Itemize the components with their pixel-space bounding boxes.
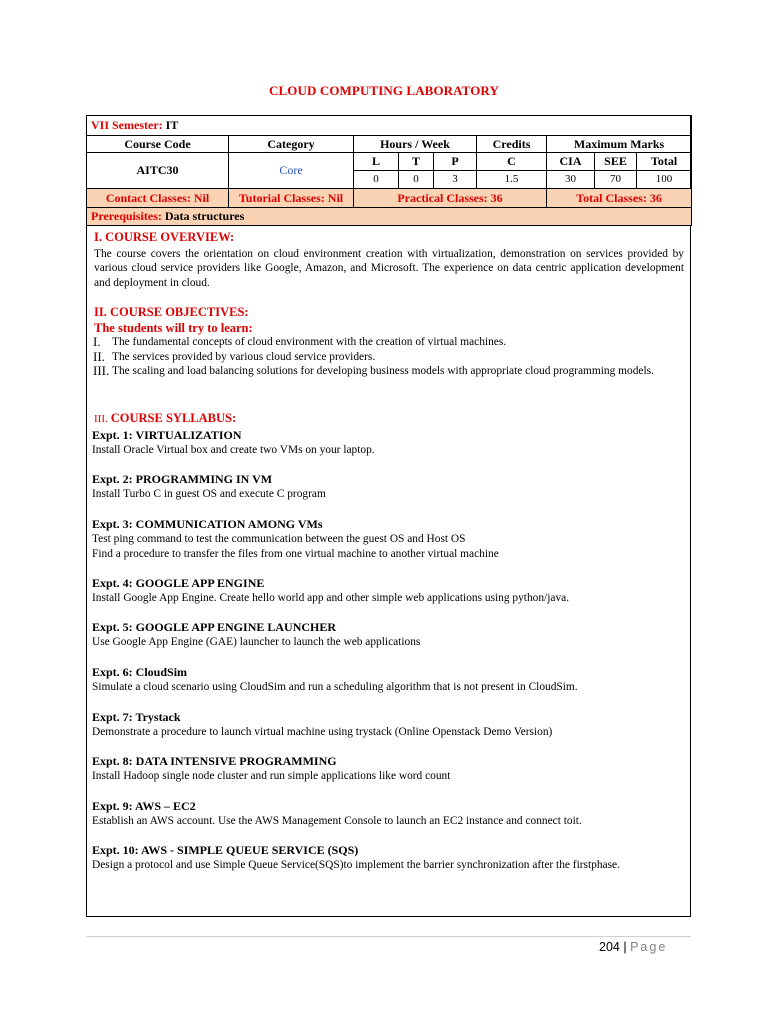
value-t: 0 — [399, 171, 434, 189]
contact-classes: Contact Classes: Nil — [87, 189, 229, 208]
experiment-desc: Use Google App Engine (GAE) launcher to launch the web applications — [92, 636, 421, 648]
experiment-6 — [92, 665, 687, 695]
footer-separator: | — [623, 940, 627, 954]
experiment-title: Expt. 4: GOOGLE APP ENGINE — [92, 576, 265, 590]
experiment-title: Expt. 6: CloudSim — [92, 665, 188, 679]
objective-text: The fundamental concepts of cloud environment with the creation of virtual machines. — [112, 336, 507, 349]
experiment-title: Expt. 10: AWS - SIMPLE QUEUE SERVICE (SQS) — [92, 843, 359, 857]
document-title: CLOUD COMPUTING LABORATORY — [269, 83, 499, 98]
experiment-title: Expt. 7: Trystack — [92, 710, 181, 724]
objective-text: The services provided by various cloud service providers. — [112, 350, 376, 363]
experiment-title: Expt. 2: PROGRAMMING IN VM — [92, 472, 273, 486]
experiment-desc: Find a procedure to transfer the files from one virtual machine to another virtual machine — [92, 547, 499, 560]
experiment-desc: Demonstrate a procedure to launch virtual machine using trystack (Online Openstack Demo Version) — [92, 726, 553, 738]
overview-text: The course covers the orientation on cloud environment creation with virtualization, demonstration on services provided by various cloud service providers like Google, Amazon, and Microsoft. The experience on data centric application development and deployment in cloud. — [94, 247, 684, 289]
value-l: 0 — [354, 171, 399, 189]
objective-number: I. — [93, 334, 101, 350]
prereq-value: Data structures — [164, 209, 245, 223]
sub-see: SEE — [595, 153, 637, 171]
experiment-title: Expt. 8: DATA INTENSIVE PROGRAMMING — [92, 754, 337, 768]
tutorial-classes: Tutorial Classes: Nil — [229, 189, 354, 208]
experiment-3 — [92, 517, 687, 561]
objectives-intro: The students will try to learn: — [94, 320, 253, 335]
objective-text: The scaling and load balancing solutions for developing business models with appropriate cloud programming models. — [112, 365, 654, 378]
experiment-1 — [92, 428, 687, 458]
col-max-marks: Maximum Marks — [547, 136, 692, 153]
experiment-desc: Install Oracle Virtual box and create two VMs on your laptop. — [92, 444, 375, 456]
prereq-label: Prerequisites: — [91, 209, 162, 223]
footer-divider — [86, 936, 691, 937]
sub-total: Total — [637, 153, 692, 171]
category-value: Core — [229, 153, 354, 189]
semester-label: VII Semester: — [91, 118, 163, 132]
experiment-desc: Install Hadoop single node cluster and run simple applications like word count — [92, 770, 451, 782]
prerequisites-row — [87, 208, 692, 226]
experiment-2 — [92, 472, 687, 502]
experiment-title: Expt. 9: AWS – EC2 — [92, 799, 196, 813]
experiment-title: Expt. 3: COMMUNICATION AMONG VMs — [92, 517, 323, 531]
course-objectives — [94, 305, 684, 379]
sub-cia: CIA — [547, 153, 595, 171]
page-label: Page — [630, 940, 668, 954]
syllabus-heading-text: COURSE SYLLABUS: — [110, 411, 237, 425]
practical-classes: Practical Classes: 36 — [354, 189, 547, 208]
objective-item — [94, 364, 684, 379]
objective-item — [94, 350, 684, 365]
objective-item — [94, 335, 684, 350]
total-classes: Total Classes: 36 — [547, 189, 692, 208]
experiment-desc: Establish an AWS account. Use the AWS Management Console to launch an EC2 instance and connect toit. — [92, 815, 582, 827]
value-see: 70 — [595, 171, 637, 189]
experiment-10 — [92, 843, 687, 873]
experiment-7 — [92, 710, 687, 740]
value-cia: 30 — [547, 171, 595, 189]
value-total: 100 — [637, 171, 692, 189]
sub-c: C — [477, 153, 547, 171]
experiment-desc: Simulate a cloud scenario using CloudSim and run a scheduling algorithm that is not present in CloudSim. — [92, 681, 578, 693]
sub-p: P — [434, 153, 477, 171]
value-p: 3 — [434, 171, 477, 189]
experiment-9 — [92, 799, 687, 829]
experiment-desc: Install Google App Engine. Create hello world app and other simple web applications using python/java. — [92, 592, 570, 604]
objectives-heading: II. COURSE OBJECTIVES: — [94, 305, 249, 319]
semester-row — [87, 116, 692, 136]
objective-number: II. — [93, 348, 105, 364]
col-course-code: Course Code — [87, 136, 229, 153]
overview-heading: I. COURSE OVERVIEW: — [94, 230, 235, 244]
experiment-title: Expt. 1: VIRTUALIZATION — [92, 428, 242, 442]
course-code: AITC30 — [87, 153, 229, 189]
experiment-4 — [92, 576, 687, 606]
experiment-8 — [92, 754, 687, 784]
objective-number: III. — [93, 363, 110, 379]
course-info-table — [86, 115, 692, 226]
experiment-desc: Install Turbo C in guest OS and execute C program — [92, 488, 326, 500]
value-c: 1.5 — [477, 171, 547, 189]
course-overview — [94, 230, 684, 290]
semester-value: IT — [165, 118, 179, 132]
experiment-desc: Design a protocol and use Simple Queue Service(SQS)to implement the barrier synchronization after the firstphase. — [92, 859, 620, 871]
syllabus-heading — [94, 411, 684, 427]
col-credits: Credits — [477, 136, 547, 153]
experiment-title: Expt. 5: GOOGLE APP ENGINE LAUNCHER — [92, 620, 337, 634]
col-category: Category — [229, 136, 354, 153]
sub-l: L — [354, 153, 399, 171]
page-number: 204 — [599, 940, 620, 954]
col-hours: Hours / Week — [354, 136, 477, 153]
experiment-5 — [92, 620, 687, 650]
syllabus-heading-number: III. — [94, 413, 108, 425]
sub-t: T — [399, 153, 434, 171]
page-footer — [599, 940, 667, 954]
experiment-desc: Test ping command to test the communication between the guest OS and Host OS — [92, 533, 466, 545]
